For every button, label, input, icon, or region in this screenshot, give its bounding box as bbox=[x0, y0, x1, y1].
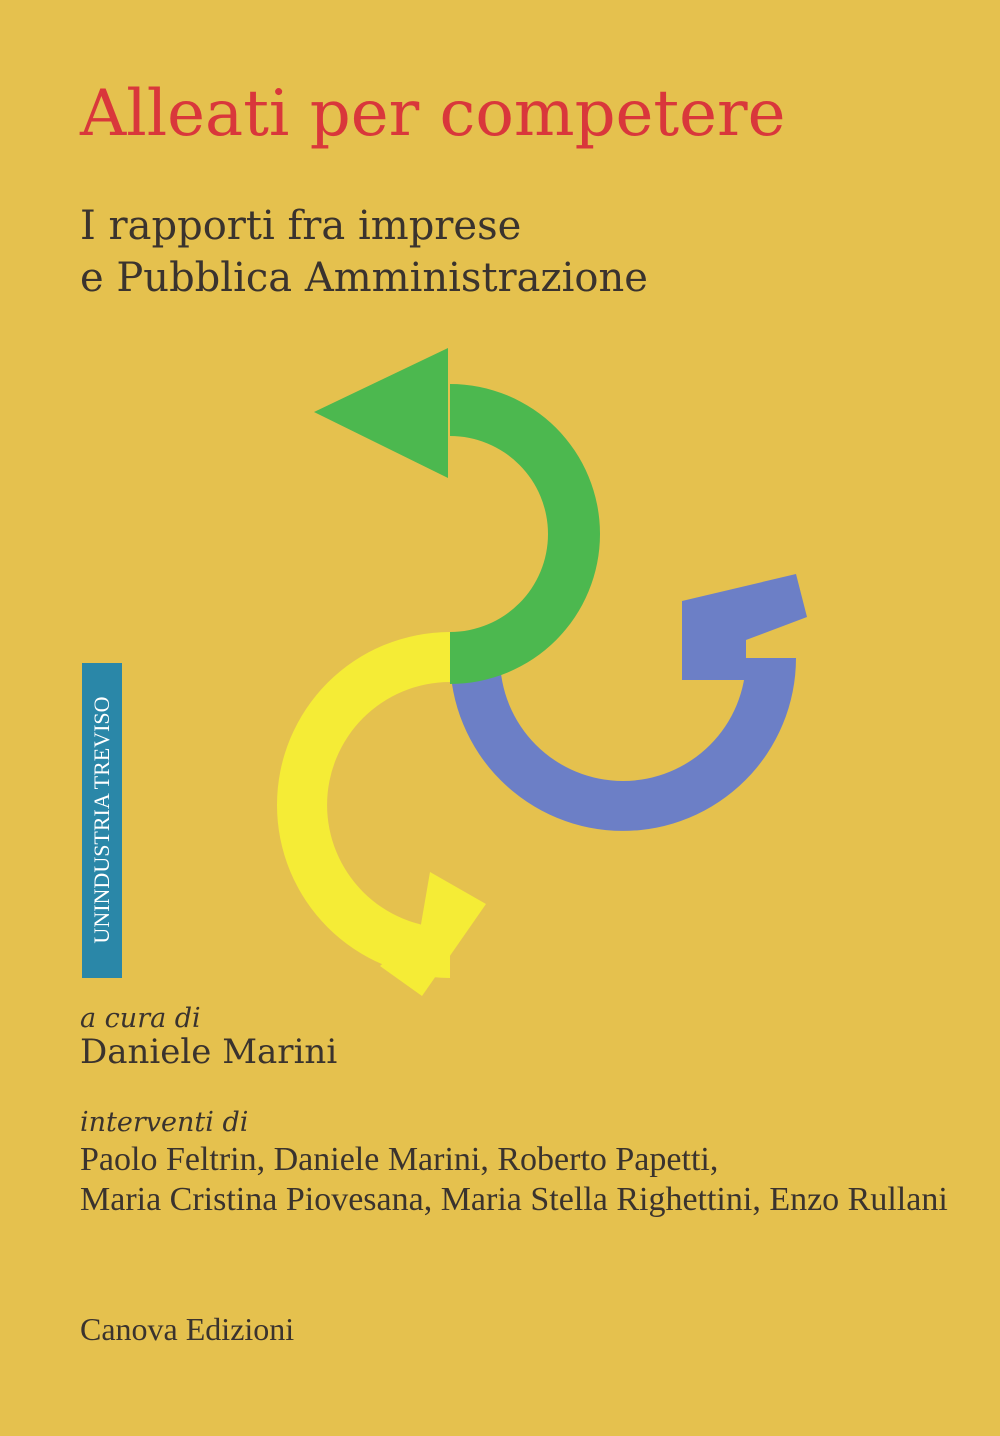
contributors-line-1: Paolo Feltrin, Daniele Marini, Roberto Papetti, bbox=[80, 1141, 719, 1178]
contributors-line-2: Maria Cristina Piovesana, Maria Stella Righettini, Enzo Rullani bbox=[80, 1181, 948, 1218]
green-arrow-head bbox=[314, 348, 448, 478]
publisher-name: Canova Edizioni bbox=[80, 1311, 295, 1347]
subtitle-line-2: e Pubblica Amministrazione bbox=[80, 255, 648, 301]
contributors-list bbox=[80, 1140, 948, 1220]
blue-arrow bbox=[450, 658, 796, 831]
series-label: UNINDUSTRIA TREVISO bbox=[89, 696, 114, 944]
editor-name: Daniele Marini bbox=[80, 1032, 338, 1072]
green-arrow bbox=[450, 384, 600, 684]
subtitle-line-1: I rapporti fra imprese bbox=[80, 203, 522, 249]
book-title: Alleati per competere bbox=[80, 77, 786, 151]
contributors-label: interventi di bbox=[80, 1107, 249, 1138]
editor-label: a cura di bbox=[80, 1003, 201, 1034]
